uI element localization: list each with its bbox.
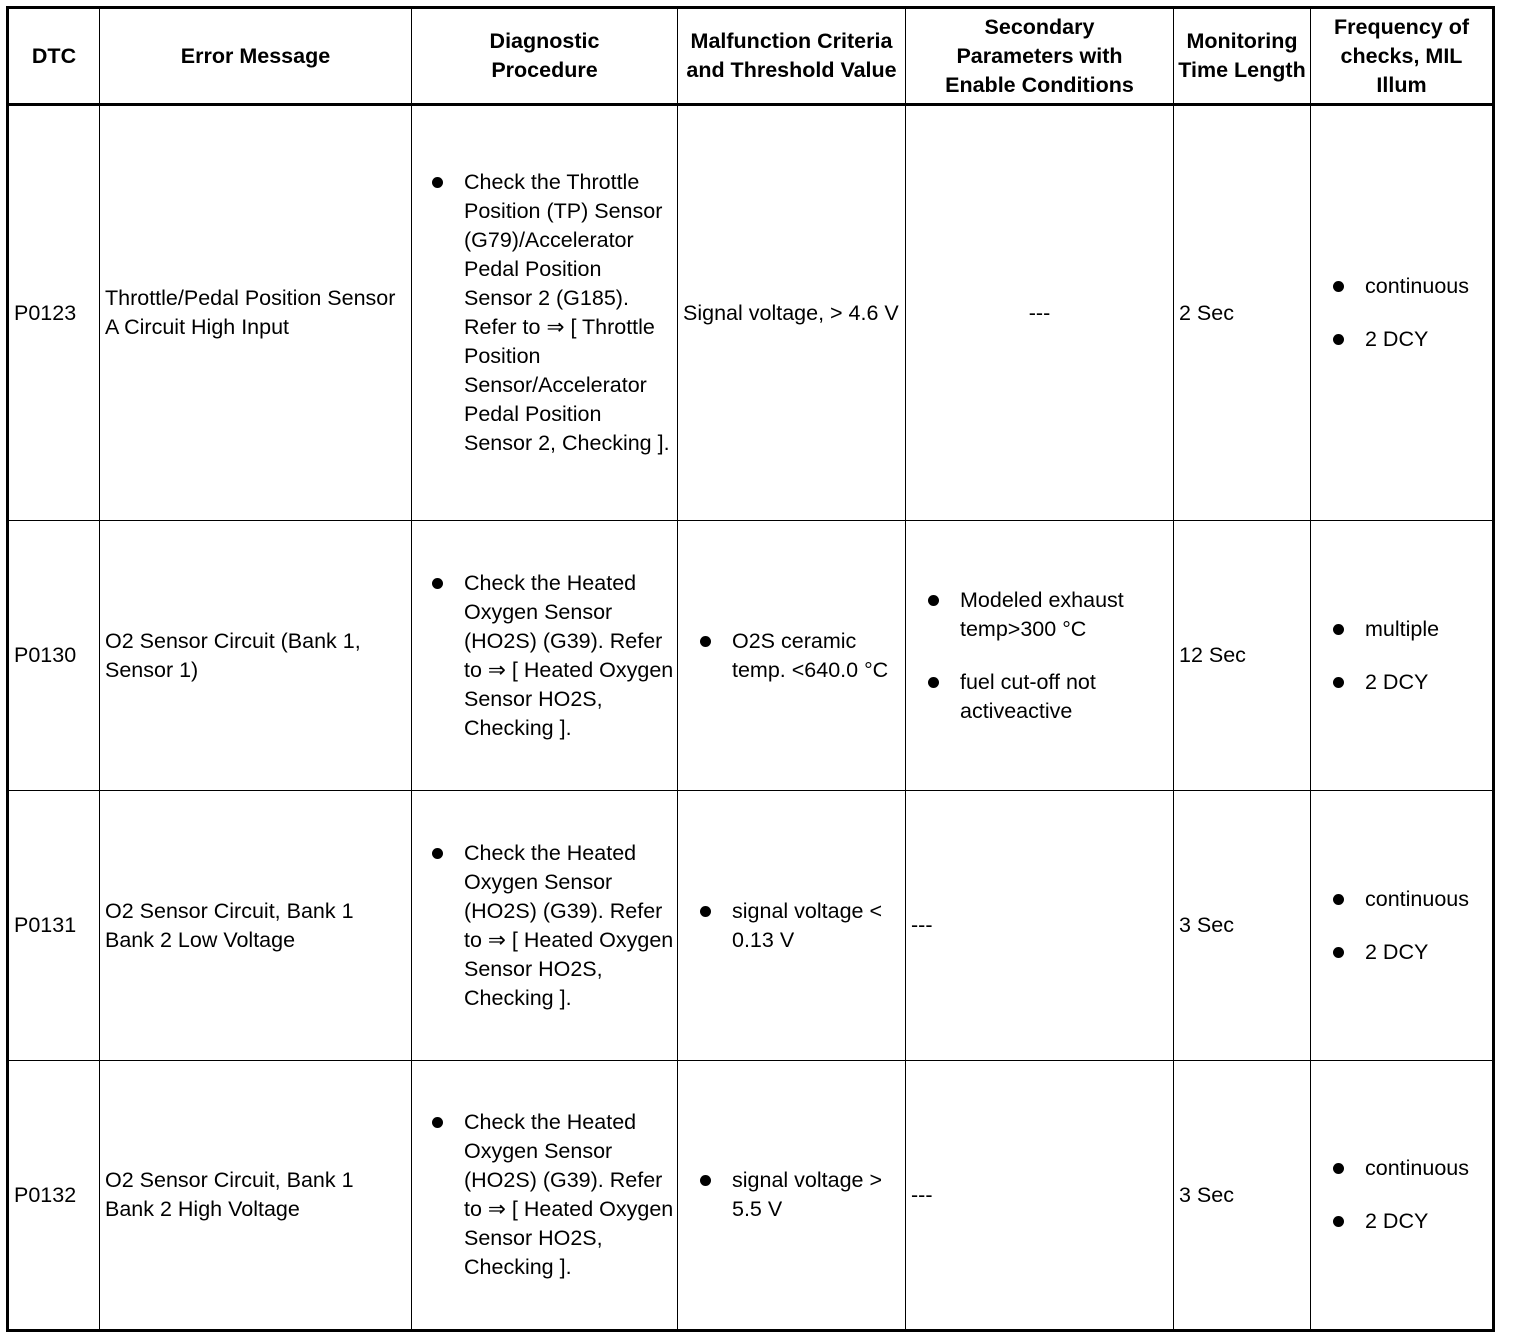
list-item [1333, 885, 1487, 914]
bullet-icon [700, 906, 711, 917]
bullet-icon [1333, 1216, 1344, 1227]
dtc-table [6, 6, 1495, 1332]
criteria-text: O2S ceramic temp. <640.0 °C [732, 628, 889, 682]
criteria-text: signal voltage < 0.13 V [732, 898, 883, 952]
procedure-text: Check the Heated Oxygen Sensor (HO2S) (G39). Refer to ⇒ [ Heated Oxygen Sensor HO2S, Checking ]. [464, 1110, 674, 1279]
mil-text: 2 DCY [1365, 939, 1429, 964]
table-row [8, 521, 1494, 791]
frequency-cell [1311, 791, 1494, 1061]
list-item [1333, 1207, 1487, 1236]
list-item [1333, 1154, 1487, 1183]
malfunction-criteria-cell [678, 1061, 906, 1331]
malfunction-criteria-cell [678, 791, 906, 1061]
secondary-parameters: --- [906, 1061, 1174, 1331]
bullet-icon [928, 595, 939, 606]
dtc-code: P0130 [8, 521, 100, 791]
list-item [700, 1166, 900, 1224]
frequency-text: continuous [1365, 1156, 1469, 1180]
procedure-text: Check the Heated Oxygen Sensor (HO2S) (G39). Refer to ⇒ [ Heated Oxygen Sensor HO2S, Checking ]. [464, 840, 674, 1010]
secondary-text: fuel cut-off not activeactive [960, 669, 1096, 723]
header-frequency: Frequency of checks, MIL Illum [1311, 8, 1494, 105]
frequency-cell [1311, 521, 1494, 791]
bullet-icon [432, 848, 443, 859]
bullet-icon [700, 1175, 711, 1186]
secondary-parameters: --- [906, 791, 1174, 1061]
malfunction-criteria-cell [678, 521, 906, 791]
list-item [1333, 615, 1487, 644]
bullet-icon [1333, 947, 1344, 958]
header-row [8, 8, 1494, 105]
error-message: O2 Sensor Circuit (Bank 1, Sensor 1) [100, 521, 412, 791]
diagnostic-procedure-cell [412, 105, 678, 521]
bullet-icon [1333, 281, 1344, 292]
error-message: O2 Sensor Circuit, Bank 1 Bank 2 Low Voltage [100, 791, 412, 1061]
bullet-icon [432, 177, 443, 188]
monitoring-time: 3 Sec [1174, 1061, 1311, 1331]
list-item [700, 897, 900, 955]
procedure-text: Check the Heated Oxygen Sensor (HO2S) (G39). Refer to ⇒ [ Heated Oxygen Sensor HO2S, Checking ]. [464, 570, 674, 740]
bullet-icon [432, 578, 443, 589]
dtc-code: P0132 [8, 1061, 100, 1331]
dtc-code: P0131 [8, 791, 100, 1061]
dtc-code: P0123 [8, 105, 100, 521]
monitoring-time: 3 Sec [1174, 791, 1311, 1061]
header-error-message: Error Message [100, 8, 412, 105]
procedure-text: Check the Throttle Position (TP) Sensor (G79)/Accelerator Pedal Position Sensor 2 (G185). Refer to ⇒ [ Throttle Position Sensor/Accelerator Pedal Position Sensor 2, Checking ]. [464, 170, 670, 455]
list-item [700, 627, 900, 685]
list-item [928, 668, 1168, 726]
secondary-parameters-cell [906, 521, 1174, 791]
bullet-icon [432, 1117, 443, 1128]
list-item [432, 168, 675, 458]
secondary-parameters: --- [906, 105, 1174, 521]
bullet-icon [700, 636, 711, 647]
list-item [1333, 938, 1487, 967]
mil-text: 2 DCY [1365, 327, 1429, 351]
bullet-icon [1333, 1163, 1344, 1174]
bullet-icon [1333, 624, 1344, 635]
table-row [8, 791, 1494, 1061]
header-malfunction-criteria: Malfunction Criteria and Threshold Value [678, 8, 906, 105]
mil-text: 2 DCY [1365, 1209, 1429, 1233]
list-item [1333, 272, 1487, 301]
header-monitoring-time: Monitoring Time Length [1174, 8, 1311, 105]
bullet-icon [1333, 894, 1344, 905]
bullet-icon [928, 677, 939, 688]
frequency-cell [1311, 1061, 1494, 1331]
monitoring-time: 2 Sec [1174, 105, 1311, 521]
list-item [928, 586, 1168, 644]
list-item [432, 1108, 675, 1282]
bullet-icon [1333, 334, 1344, 345]
error-message: O2 Sensor Circuit, Bank 1 Bank 2 High Voltage [100, 1061, 412, 1331]
header-dtc: DTC [8, 8, 100, 105]
diagnostic-procedure-cell [412, 1061, 678, 1331]
error-message: Throttle/Pedal Position Sensor A Circuit High Input [100, 105, 412, 521]
list-item [432, 569, 675, 743]
monitoring-time: 12 Sec [1174, 521, 1311, 791]
frequency-text: continuous [1365, 886, 1469, 911]
list-item [1333, 325, 1487, 354]
bullet-icon [1333, 677, 1344, 688]
header-secondary-parameters: Secondary Parameters with Enable Conditions [906, 8, 1174, 105]
table-row [8, 105, 1494, 521]
list-item [1333, 668, 1487, 697]
header-diagnostic-procedure: Diagnostic Procedure [412, 8, 678, 105]
frequency-text: multiple [1365, 616, 1440, 641]
criteria-text: signal voltage > 5.5 V [732, 1168, 883, 1221]
malfunction-criteria: Signal voltage, > 4.6 V [678, 105, 906, 521]
list-item [432, 839, 675, 1013]
table-row [8, 1061, 1494, 1331]
diagnostic-procedure-cell [412, 521, 678, 791]
frequency-text: continuous [1365, 274, 1469, 298]
diagnostic-procedure-cell [412, 791, 678, 1061]
frequency-cell [1311, 105, 1494, 521]
secondary-text: Modeled exhaust temp>300 °C [960, 587, 1124, 641]
mil-text: 2 DCY [1365, 669, 1429, 694]
